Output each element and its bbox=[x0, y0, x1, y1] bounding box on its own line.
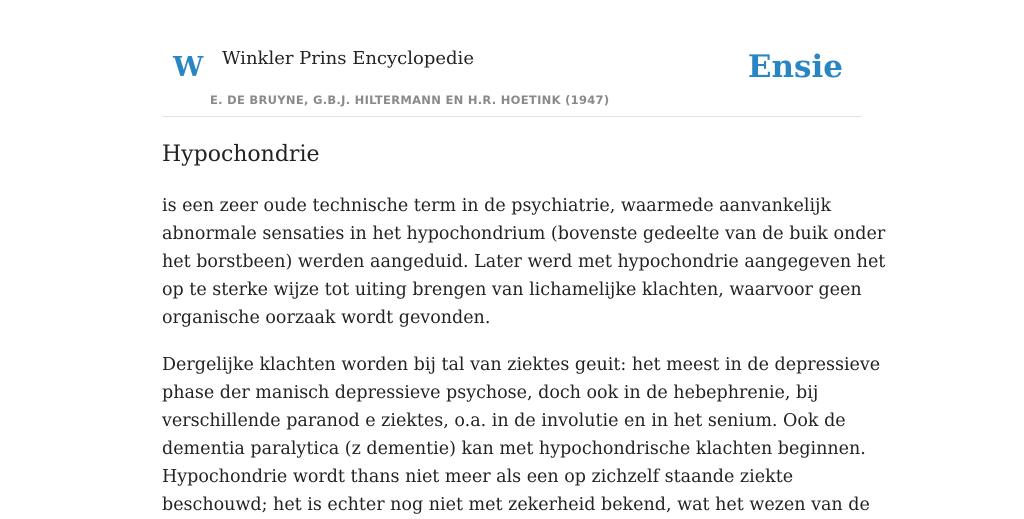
publication-authors: E. DE BRUYNE, G.B.J. HILTERMANN EN H.R. HOETINK (1947) bbox=[210, 93, 610, 107]
publication-title[interactable]: Winkler Prins Encyclopedie bbox=[222, 48, 474, 69]
paragraph-line: phase der manisch depressieve psychose, doch ook in de hebephrenie, bij bbox=[162, 383, 819, 403]
paragraph-line: dementia paralytica (z dementie) kan met hypochondrische klachten beginnen. bbox=[162, 439, 866, 459]
paragraph-line: organische oorzaak wordt gevonden. bbox=[162, 308, 491, 328]
article-paragraph bbox=[162, 351, 881, 519]
paragraph-line: het borstbeen) werden aangeduid. Later werd met hypochondrie aangegeven het bbox=[162, 252, 886, 272]
paragraph-line: Hypochondrie wordt thans niet meer als een op zichzelf staande ziekte bbox=[162, 467, 794, 487]
article-paragraph bbox=[162, 192, 886, 332]
page-header bbox=[162, 40, 862, 117]
article-body bbox=[162, 140, 886, 519]
ensie-brand-logo[interactable]: Ensie bbox=[747, 49, 843, 85]
winkler-prins-logo[interactable]: W bbox=[173, 52, 204, 83]
paragraph-line: abnormale sensaties in het hypochondrium (bovenste gedeelte van de buik onder bbox=[162, 224, 886, 244]
paragraph-line: beschouwd; het is echter nog niet met zekerheid bekend, wat het wezen van de bbox=[162, 495, 870, 515]
paragraph-line: op te sterke wijze tot uiting brengen van lichamelijke klachten, waarvoor geen bbox=[162, 280, 862, 300]
paragraph-line: verschillende paranod e ziektes, o.a. in de involutie en in het senium. Ook de bbox=[162, 411, 846, 431]
article-title: Hypochondrie bbox=[162, 142, 320, 167]
paragraph-line: Dergelijke klachten worden bij tal van ziektes geuit: het meest in de depressieve bbox=[162, 355, 881, 375]
paragraph-line: is een zeer oude technische term in de psychiatrie, waarmede aanvankelijk bbox=[162, 196, 832, 216]
